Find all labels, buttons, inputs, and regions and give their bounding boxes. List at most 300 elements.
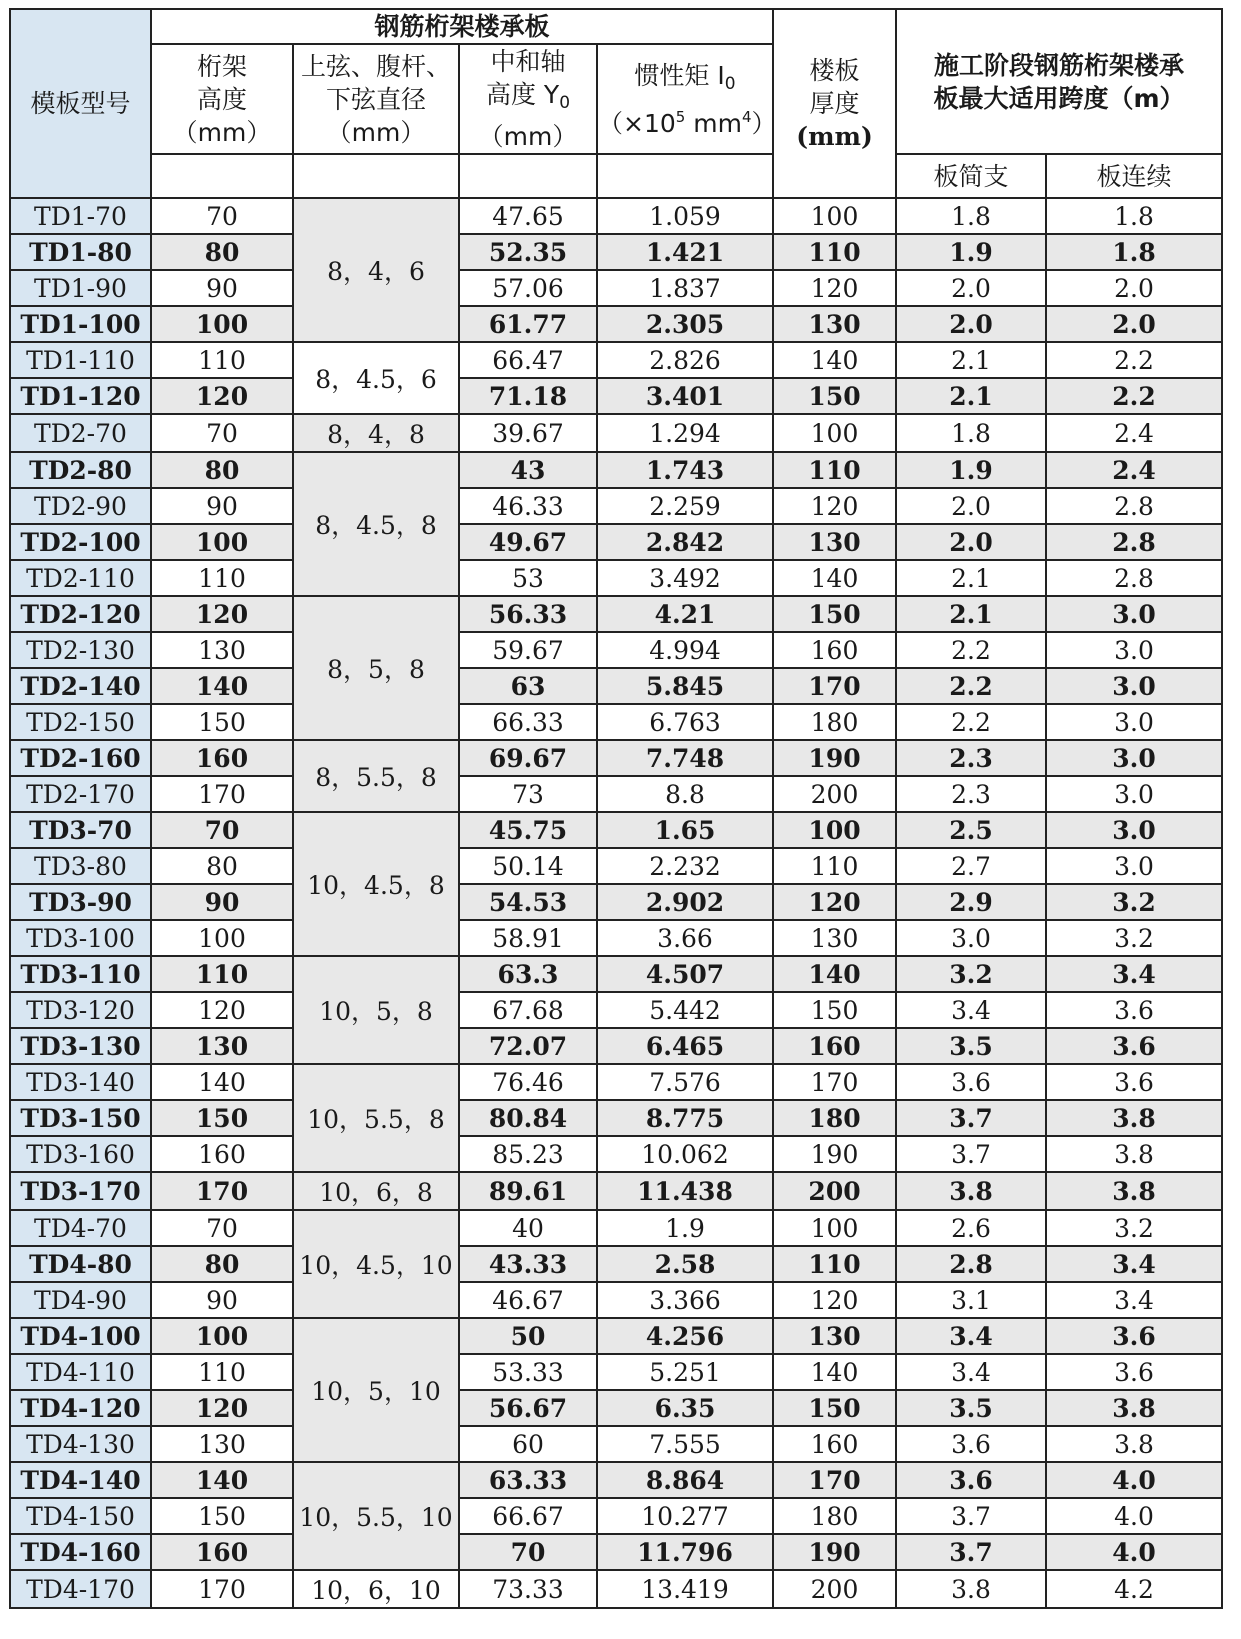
truss-deck-spec-table [9, 8, 1223, 1609]
model-cell: TD2-70 [10, 414, 151, 452]
model-cell: TD1-120 [10, 378, 151, 414]
truss-height-cell: 100 [151, 1318, 293, 1354]
neutral-axis-cell: 66.47 [459, 342, 597, 378]
slab-thickness-cell: 110 [773, 234, 896, 270]
span-continuous-cell: 3.4 [1046, 956, 1222, 992]
span-simple-cell: 1.8 [896, 414, 1046, 452]
model-cell: TD3-160 [10, 1136, 151, 1172]
table-row [10, 1172, 1222, 1210]
truss-height-cell: 80 [151, 848, 293, 884]
inertia-cell: 5.251 [597, 1354, 773, 1390]
table-row [10, 992, 1222, 1028]
span-continuous-cell: 2.2 [1046, 342, 1222, 378]
truss-height-cell: 120 [151, 992, 293, 1028]
span-simple-cell: 3.6 [896, 1064, 1046, 1100]
table-row [10, 270, 1222, 306]
table-row [10, 306, 1222, 342]
neutral-axis-cell: 57.06 [459, 270, 597, 306]
truss-height-cell: 140 [151, 1462, 293, 1498]
span-simple-cell: 3.6 [896, 1462, 1046, 1498]
span-continuous-cell: 1.8 [1046, 198, 1222, 234]
table-row [10, 560, 1222, 596]
truss-height-cell: 150 [151, 1498, 293, 1534]
truss-height-cell: 130 [151, 1028, 293, 1064]
inertia-cell: 3.66 [597, 920, 773, 956]
table-row [10, 1570, 1222, 1608]
diameter-cell: 8，5，8 [293, 596, 459, 740]
truss-height-cell: 160 [151, 1534, 293, 1570]
slab-thickness-cell: 130 [773, 306, 896, 342]
span-continuous-cell: 2.0 [1046, 306, 1222, 342]
header-inertia: 惯性矩 $I_0$ （$\times 10^5$ $mm^4$） [597, 44, 773, 154]
slab-thickness-cell: 120 [773, 1282, 896, 1318]
slab-thickness-cell: 150 [773, 992, 896, 1028]
inertia-cell: 11.796 [597, 1534, 773, 1570]
inertia-cell: 7.576 [597, 1064, 773, 1100]
span-continuous-cell: 3.6 [1046, 992, 1222, 1028]
slab-thickness-cell: 110 [773, 1246, 896, 1282]
span-simple-cell: 2.0 [896, 270, 1046, 306]
model-cell: TD3-150 [10, 1100, 151, 1136]
neutral-axis-cell: 63.33 [459, 1462, 597, 1498]
header-neutral-axis-cont [459, 154, 597, 198]
span-simple-cell: 3.5 [896, 1390, 1046, 1426]
model-cell: TD4-110 [10, 1354, 151, 1390]
span-continuous-cell: 3.0 [1046, 596, 1222, 632]
span-continuous-cell: 3.0 [1046, 776, 1222, 812]
model-cell: TD4-80 [10, 1246, 151, 1282]
model-cell: TD3-80 [10, 848, 151, 884]
table-row [10, 1390, 1222, 1426]
truss-height-cell: 120 [151, 1390, 293, 1426]
table-row [10, 1318, 1222, 1354]
neutral-axis-cell: 39.67 [459, 414, 597, 452]
table-row [10, 884, 1222, 920]
neutral-axis-cell: 46.33 [459, 488, 597, 524]
table-row [10, 524, 1222, 560]
model-cell: TD3-130 [10, 1028, 151, 1064]
neutral-axis-cell: 50 [459, 1318, 597, 1354]
neutral-axis-cell: 56.33 [459, 596, 597, 632]
inertia-cell: 8.775 [597, 1100, 773, 1136]
neutral-axis-cell: 58.91 [459, 920, 597, 956]
truss-height-cell: 120 [151, 378, 293, 414]
slab-thickness-cell: 180 [773, 1498, 896, 1534]
slab-thickness-cell: 130 [773, 524, 896, 560]
table-row [10, 1210, 1222, 1246]
span-simple-cell: 3.1 [896, 1282, 1046, 1318]
span-continuous-cell: 3.0 [1046, 812, 1222, 848]
inertia-cell: 13.419 [597, 1570, 773, 1608]
neutral-axis-cell: 89.61 [459, 1172, 597, 1210]
span-simple-cell: 3.8 [896, 1570, 1046, 1608]
truss-height-cell: 80 [151, 234, 293, 270]
span-continuous-cell: 3.0 [1046, 740, 1222, 776]
slab-thickness-cell: 100 [773, 812, 896, 848]
inertia-cell: 2.305 [597, 306, 773, 342]
table-row [10, 596, 1222, 632]
table-row [10, 632, 1222, 668]
table-row [10, 488, 1222, 524]
truss-height-cell: 130 [151, 632, 293, 668]
truss-height-cell: 150 [151, 1100, 293, 1136]
truss-height-cell: 70 [151, 198, 293, 234]
neutral-axis-cell: 70 [459, 1534, 597, 1570]
model-cell: TD1-80 [10, 234, 151, 270]
truss-height-cell: 110 [151, 956, 293, 992]
span-simple-cell: 3.5 [896, 1028, 1046, 1064]
inertia-cell: 6.465 [597, 1028, 773, 1064]
neutral-axis-cell: 46.67 [459, 1282, 597, 1318]
inertia-cell: 1.837 [597, 270, 773, 306]
span-continuous-cell: 3.6 [1046, 1028, 1222, 1064]
inertia-cell: 7.748 [597, 740, 773, 776]
slab-thickness-cell: 100 [773, 414, 896, 452]
table-row [10, 1100, 1222, 1136]
table-row [10, 414, 1222, 452]
truss-height-cell: 90 [151, 488, 293, 524]
truss-height-cell: 100 [151, 524, 293, 560]
slab-thickness-cell: 160 [773, 632, 896, 668]
span-continuous-cell: 2.8 [1046, 524, 1222, 560]
inertia-cell: 1.743 [597, 452, 773, 488]
neutral-axis-cell: 72.07 [459, 1028, 597, 1064]
span-simple-cell: 2.3 [896, 776, 1046, 812]
inertia-cell: 2.826 [597, 342, 773, 378]
header-truss-height-cont [151, 154, 293, 198]
neutral-axis-cell: 50.14 [459, 848, 597, 884]
model-cell: TD2-130 [10, 632, 151, 668]
diameter-cell: 10，5，10 [293, 1318, 459, 1462]
table-row [10, 956, 1222, 992]
span-simple-cell: 3.4 [896, 992, 1046, 1028]
slab-thickness-cell: 200 [773, 1570, 896, 1608]
model-cell: TD2-90 [10, 488, 151, 524]
model-cell: TD4-70 [10, 1210, 151, 1246]
table-row [10, 1064, 1222, 1100]
span-simple-cell: 3.2 [896, 956, 1046, 992]
model-cell: TD4-130 [10, 1426, 151, 1462]
model-cell: TD4-150 [10, 1498, 151, 1534]
slab-thickness-cell: 130 [773, 920, 896, 956]
span-simple-cell: 1.9 [896, 234, 1046, 270]
neutral-axis-cell: 63.3 [459, 956, 597, 992]
span-simple-cell: 2.1 [896, 342, 1046, 378]
span-simple-cell: 3.4 [896, 1354, 1046, 1390]
span-continuous-cell: 4.2 [1046, 1570, 1222, 1608]
slab-thickness-cell: 150 [773, 1390, 896, 1426]
span-continuous-cell: 3.0 [1046, 848, 1222, 884]
inertia-cell: 7.555 [597, 1426, 773, 1462]
span-continuous-cell: 3.4 [1046, 1246, 1222, 1282]
model-cell: TD1-90 [10, 270, 151, 306]
slab-thickness-cell: 140 [773, 956, 896, 992]
header-model: 模板型号 [10, 9, 151, 198]
inertia-cell: 1.294 [597, 414, 773, 452]
span-continuous-cell: 3.8 [1046, 1172, 1222, 1210]
inertia-cell: 2.842 [597, 524, 773, 560]
diameter-cell: 8，5.5，8 [293, 740, 459, 812]
table-row [10, 668, 1222, 704]
slab-thickness-cell: 200 [773, 1172, 896, 1210]
truss-height-cell: 90 [151, 270, 293, 306]
span-continuous-cell: 4.0 [1046, 1462, 1222, 1498]
neutral-axis-cell: 76.46 [459, 1064, 597, 1100]
span-continuous-cell: 3.4 [1046, 1282, 1222, 1318]
table-row [10, 1282, 1222, 1318]
neutral-axis-cell: 53.33 [459, 1354, 597, 1390]
inertia-cell: 2.259 [597, 488, 773, 524]
span-simple-cell: 2.1 [896, 560, 1046, 596]
slab-thickness-cell: 120 [773, 488, 896, 524]
slab-thickness-cell: 190 [773, 1534, 896, 1570]
model-cell: TD1-110 [10, 342, 151, 378]
table-row [10, 1136, 1222, 1172]
span-continuous-cell: 2.8 [1046, 560, 1222, 596]
inertia-cell: 6.763 [597, 704, 773, 740]
span-continuous-cell: 1.8 [1046, 234, 1222, 270]
slab-thickness-cell: 130 [773, 1318, 896, 1354]
neutral-axis-cell: 66.33 [459, 704, 597, 740]
neutral-axis-cell: 67.68 [459, 992, 597, 1028]
truss-height-cell: 110 [151, 1354, 293, 1390]
inertia-cell: 4.256 [597, 1318, 773, 1354]
neutral-axis-cell: 73 [459, 776, 597, 812]
span-continuous-cell: 3.8 [1046, 1100, 1222, 1136]
slab-thickness-cell: 170 [773, 1064, 896, 1100]
slab-thickness-cell: 150 [773, 378, 896, 414]
table-row [10, 848, 1222, 884]
truss-height-cell: 70 [151, 414, 293, 452]
truss-height-cell: 170 [151, 1172, 293, 1210]
table-row [10, 452, 1222, 488]
header-slab-thickness: 楼板 厚度 (mm) [773, 9, 896, 198]
diameter-cell: 10，5.5，10 [293, 1462, 459, 1570]
span-continuous-cell: 2.8 [1046, 488, 1222, 524]
slab-thickness-cell: 110 [773, 848, 896, 884]
header-diameter: 上弦、腹杆、 下弦直径 （mm） [293, 44, 459, 154]
span-simple-cell: 3.6 [896, 1426, 1046, 1462]
table-row [10, 776, 1222, 812]
table-row [10, 1354, 1222, 1390]
inertia-cell: 4.21 [597, 596, 773, 632]
span-simple-cell: 2.6 [896, 1210, 1046, 1246]
diameter-cell: 8，4，8 [293, 414, 459, 452]
diameter-cell: 10，6，10 [293, 1570, 459, 1608]
neutral-axis-cell: 60 [459, 1426, 597, 1462]
inertia-cell: 3.401 [597, 378, 773, 414]
neutral-axis-cell: 49.67 [459, 524, 597, 560]
model-cell: TD2-160 [10, 740, 151, 776]
slab-thickness-cell: 190 [773, 1136, 896, 1172]
slab-thickness-cell: 160 [773, 1028, 896, 1064]
span-simple-cell: 2.8 [896, 1246, 1046, 1282]
inertia-cell: 1.65 [597, 812, 773, 848]
model-cell: TD2-150 [10, 704, 151, 740]
slab-thickness-cell: 140 [773, 1354, 896, 1390]
truss-height-cell: 110 [151, 342, 293, 378]
table-row [10, 234, 1222, 270]
span-simple-cell: 3.7 [896, 1498, 1046, 1534]
slab-thickness-cell: 100 [773, 1210, 896, 1246]
span-continuous-cell: 3.2 [1046, 1210, 1222, 1246]
span-continuous-cell: 3.6 [1046, 1354, 1222, 1390]
model-cell: TD2-110 [10, 560, 151, 596]
inertia-cell: 3.366 [597, 1282, 773, 1318]
neutral-axis-cell: 56.67 [459, 1390, 597, 1426]
inertia-cell: 8.864 [597, 1462, 773, 1498]
span-continuous-cell: 3.0 [1046, 704, 1222, 740]
table-row [10, 920, 1222, 956]
diameter-cell: 10，6，8 [293, 1172, 459, 1210]
table-row [10, 1028, 1222, 1064]
inertia-cell: 1.059 [597, 198, 773, 234]
table-row [10, 1534, 1222, 1570]
slab-thickness-cell: 140 [773, 560, 896, 596]
slab-thickness-cell: 140 [773, 342, 896, 378]
header-neutral-axis: 中和轴 高度 $Y_0$ （mm） [459, 44, 597, 154]
slab-thickness-cell: 200 [773, 776, 896, 812]
inertia-cell: 2.902 [597, 884, 773, 920]
truss-height-cell: 110 [151, 560, 293, 596]
span-simple-cell: 3.0 [896, 920, 1046, 956]
span-simple-cell: 1.9 [896, 452, 1046, 488]
inertia-cell: 1.9 [597, 1210, 773, 1246]
slab-thickness-cell: 170 [773, 1462, 896, 1498]
truss-height-cell: 140 [151, 1064, 293, 1100]
span-simple-cell: 3.7 [896, 1136, 1046, 1172]
span-continuous-cell: 3.6 [1046, 1318, 1222, 1354]
truss-height-cell: 100 [151, 306, 293, 342]
span-continuous-cell: 4.0 [1046, 1534, 1222, 1570]
span-continuous-cell: 3.0 [1046, 632, 1222, 668]
span-continuous-cell: 3.8 [1046, 1136, 1222, 1172]
span-continuous-cell: 3.8 [1046, 1390, 1222, 1426]
neutral-axis-cell: 40 [459, 1210, 597, 1246]
truss-height-cell: 90 [151, 1282, 293, 1318]
neutral-axis-cell: 53 [459, 560, 597, 596]
table-row [10, 740, 1222, 776]
span-continuous-cell: 3.6 [1046, 1064, 1222, 1100]
truss-height-cell: 120 [151, 596, 293, 632]
truss-height-cell: 170 [151, 776, 293, 812]
model-cell: TD4-140 [10, 1462, 151, 1498]
truss-height-cell: 140 [151, 668, 293, 704]
table-row [10, 1498, 1222, 1534]
header-truss-height: 桁架 高度 （mm） [151, 44, 293, 154]
table-row [10, 342, 1222, 378]
inertia-cell: 11.438 [597, 1172, 773, 1210]
span-simple-cell: 2.5 [896, 812, 1046, 848]
model-cell: TD3-110 [10, 956, 151, 992]
span-continuous-cell: 2.4 [1046, 452, 1222, 488]
truss-height-cell: 80 [151, 1246, 293, 1282]
header-truss-group: 钢筋桁架楼承板 [151, 9, 773, 44]
span-simple-cell: 2.0 [896, 488, 1046, 524]
inertia-cell: 2.58 [597, 1246, 773, 1282]
model-cell: TD3-140 [10, 1064, 151, 1100]
slab-thickness-cell: 160 [773, 1426, 896, 1462]
slab-thickness-cell: 170 [773, 668, 896, 704]
span-continuous-cell: 3.2 [1046, 920, 1222, 956]
span-simple-cell: 2.9 [896, 884, 1046, 920]
diameter-cell: 8，4.5，6 [293, 342, 459, 414]
neutral-axis-cell: 43.33 [459, 1246, 597, 1282]
truss-height-cell: 100 [151, 920, 293, 956]
span-continuous-cell: 4.0 [1046, 1498, 1222, 1534]
model-cell: TD2-140 [10, 668, 151, 704]
model-cell: TD3-170 [10, 1172, 151, 1210]
table-row [10, 378, 1222, 414]
neutral-axis-cell: 80.84 [459, 1100, 597, 1136]
truss-height-cell: 70 [151, 812, 293, 848]
span-simple-cell: 3.8 [896, 1172, 1046, 1210]
neutral-axis-cell: 63 [459, 668, 597, 704]
span-continuous-cell: 2.2 [1046, 378, 1222, 414]
inertia-cell: 5.845 [597, 668, 773, 704]
inertia-cell: 10.277 [597, 1498, 773, 1534]
neutral-axis-cell: 69.67 [459, 740, 597, 776]
span-simple-cell: 2.2 [896, 704, 1046, 740]
model-cell: TD1-100 [10, 306, 151, 342]
span-simple-cell: 2.1 [896, 596, 1046, 632]
slab-thickness-cell: 190 [773, 740, 896, 776]
neutral-axis-cell: 47.65 [459, 198, 597, 234]
inertia-cell: 3.492 [597, 560, 773, 596]
neutral-axis-cell: 66.67 [459, 1498, 597, 1534]
table-row [10, 1426, 1222, 1462]
truss-height-cell: 170 [151, 1570, 293, 1608]
model-cell: TD2-170 [10, 776, 151, 812]
table-row [10, 1246, 1222, 1282]
slab-thickness-cell: 180 [773, 704, 896, 740]
inertia-cell: 4.507 [597, 956, 773, 992]
model-cell: TD2-100 [10, 524, 151, 560]
neutral-axis-cell: 52.35 [459, 234, 597, 270]
truss-height-cell: 160 [151, 1136, 293, 1172]
diameter-cell: 10，5.5，8 [293, 1064, 459, 1172]
span-continuous-cell: 2.0 [1046, 270, 1222, 306]
span-simple-cell: 2.2 [896, 632, 1046, 668]
model-cell: TD3-120 [10, 992, 151, 1028]
slab-thickness-cell: 110 [773, 452, 896, 488]
truss-height-cell: 130 [151, 1426, 293, 1462]
neutral-axis-cell: 54.53 [459, 884, 597, 920]
diameter-cell: 10，4.5，8 [293, 812, 459, 956]
slab-thickness-cell: 150 [773, 596, 896, 632]
neutral-axis-cell: 71.18 [459, 378, 597, 414]
neutral-axis-cell: 61.77 [459, 306, 597, 342]
slab-thickness-cell: 120 [773, 270, 896, 306]
model-cell: TD3-100 [10, 920, 151, 956]
model-cell: TD2-80 [10, 452, 151, 488]
inertia-cell: 10.062 [597, 1136, 773, 1172]
table-row [10, 198, 1222, 234]
span-simple-cell: 1.8 [896, 198, 1046, 234]
span-simple-cell: 2.2 [896, 668, 1046, 704]
span-continuous-cell: 3.2 [1046, 884, 1222, 920]
truss-height-cell: 70 [151, 1210, 293, 1246]
header-simple-support: 板简支 [896, 154, 1046, 198]
neutral-axis-cell: 43 [459, 452, 597, 488]
diameter-cell: 10，4.5，10 [293, 1210, 459, 1318]
slab-thickness-cell: 100 [773, 198, 896, 234]
neutral-axis-cell: 85.23 [459, 1136, 597, 1172]
neutral-axis-cell: 59.67 [459, 632, 597, 668]
model-cell: TD1-70 [10, 198, 151, 234]
model-cell: TD2-120 [10, 596, 151, 632]
table-body [10, 198, 1222, 1608]
